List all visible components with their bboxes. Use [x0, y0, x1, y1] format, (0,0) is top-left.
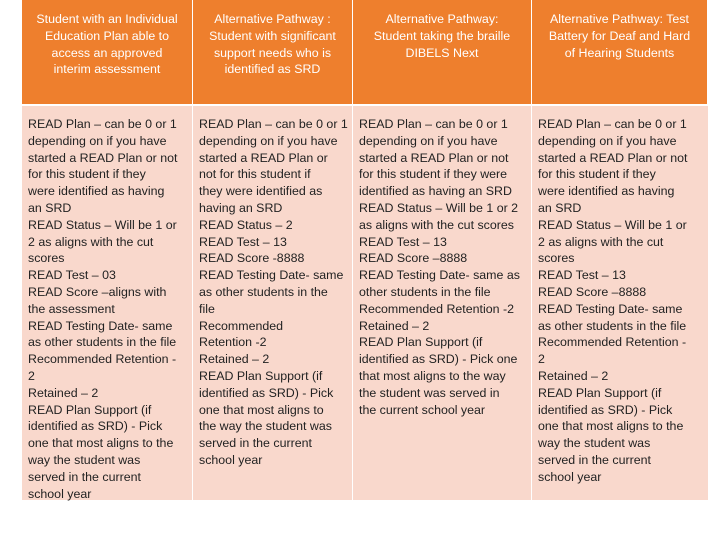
- body-line: READ Test – 13: [538, 268, 626, 283]
- header-line: Education Plan able to: [45, 28, 169, 43]
- body-line: for this student if they were: [359, 167, 508, 182]
- header-line: access an approved: [51, 45, 163, 60]
- body-line: the student was served in: [359, 385, 500, 400]
- body-line: scores: [538, 251, 575, 266]
- body-line: depending on if you have: [538, 133, 677, 148]
- body-line: school year: [28, 486, 92, 501]
- body-line: school year: [199, 452, 263, 467]
- body-line: READ Score –8888: [538, 284, 647, 299]
- header-line: Battery for Deaf and Hard: [548, 28, 691, 43]
- header-line: interim assessment: [53, 62, 161, 77]
- body-line: they were identified as: [199, 184, 323, 199]
- header-line: of Hearing Students: [564, 45, 675, 60]
- body-line: not for this student if: [199, 167, 311, 182]
- body-line: READ Testing Date- same: [538, 301, 683, 316]
- body-line: READ Plan – can be 0 or 1: [199, 117, 348, 131]
- header-cell-braille: [353, 0, 532, 104]
- body-cell-srd: [193, 104, 353, 500]
- body-line: depending on if you have: [199, 133, 338, 148]
- body-line: Recommended: [199, 318, 284, 333]
- body-line: Recommended Retention -: [538, 335, 687, 350]
- body-line: identified as having an SRD: [359, 184, 512, 199]
- body-line: READ Plan Support (if: [538, 385, 662, 400]
- body-line: as other students in the: [199, 284, 328, 299]
- body-line: READ Plan – can be 0 or 1: [359, 117, 508, 131]
- body-line: READ Score –aligns with: [28, 284, 167, 299]
- body-line: Retained – 2: [359, 318, 430, 333]
- body-line: identified as SRD) - Pick: [28, 419, 163, 434]
- body-line: Retained – 2: [538, 368, 609, 383]
- body-line: were identified as having: [28, 184, 165, 199]
- body-line: 2: [28, 368, 35, 383]
- body-line: Recommended Retention -2: [359, 301, 514, 316]
- body-line: READ Plan Support (if: [199, 368, 323, 383]
- body-line: one that most aligns to: [199, 402, 324, 417]
- body-line: identified as SRD) - Pick one: [359, 352, 518, 367]
- body-line: an SRD: [28, 200, 72, 215]
- body-line: depending on if you have: [359, 133, 498, 148]
- body-line: identified as SRD) - Pick: [538, 402, 673, 417]
- header-line: Student with significant: [209, 28, 336, 43]
- body-line: having an SRD: [199, 200, 283, 215]
- header-line: Alternative Pathway:: [385, 12, 499, 26]
- body-cell-iep: [22, 104, 193, 500]
- body-line: 2: [538, 352, 545, 367]
- body-line: served in the current: [199, 436, 312, 451]
- body-line: way the student was: [538, 436, 651, 451]
- header-line: Student with an Individual: [36, 12, 178, 26]
- body-line: other students in the file: [359, 284, 491, 299]
- body-line: as aligns with the cut scores: [359, 217, 514, 232]
- header-line: Alternative Pathway :: [214, 12, 331, 26]
- body-line: started a READ Plan or not: [28, 150, 178, 165]
- body-line: as other students in the file: [538, 318, 687, 333]
- body-line: READ Testing Date- same as: [359, 268, 520, 283]
- header-cell-deaf-hoh: [532, 0, 708, 104]
- body-line: started a READ Plan or: [199, 150, 328, 165]
- body-line: served in the current: [28, 469, 141, 484]
- body-line: READ Test – 03: [28, 268, 116, 283]
- body-line: the current school year: [359, 402, 486, 417]
- body-line: identified as SRD) - Pick: [199, 385, 334, 400]
- header-cell-iep: [22, 0, 193, 104]
- body-line: READ Plan Support (if: [28, 402, 152, 417]
- body-line: that most aligns to the way: [359, 368, 506, 383]
- body-line: READ Status – 2: [199, 217, 293, 232]
- body-line: scores: [28, 251, 65, 266]
- body-line: READ Plan – can be 0 or 1: [538, 117, 687, 131]
- body-line: READ Score -8888: [199, 251, 305, 266]
- body-line: READ Status – Will be 1 or: [28, 217, 177, 232]
- body-line: for this student if they: [28, 167, 146, 182]
- header-cell-srd: [193, 0, 353, 104]
- body-line: READ Test – 13: [199, 234, 287, 249]
- body-line: served in the current: [538, 452, 651, 467]
- body-line: the assessment: [28, 301, 115, 316]
- body-line: Retention -2: [199, 335, 267, 350]
- body-line: READ Score –8888: [359, 251, 468, 266]
- body-line: the way the student was: [199, 419, 332, 434]
- header-line: identified as SRD: [224, 62, 321, 77]
- body-line: Recommended Retention -: [28, 352, 177, 367]
- body-line: READ Testing Date- same: [28, 318, 173, 333]
- body-line: an SRD: [538, 200, 582, 215]
- body-line: one that most aligns to the: [28, 436, 174, 451]
- body-line: READ Test – 13: [359, 234, 447, 249]
- header-line: DIBELS Next: [405, 45, 479, 60]
- body-line: READ Plan – can be 0 or 1: [28, 117, 177, 131]
- body-line: READ Status – Will be 1 or: [538, 217, 687, 232]
- header-line: support needs who is: [213, 45, 332, 60]
- body-line: as other students in the file: [28, 335, 177, 350]
- body-line: depending on if you have: [28, 133, 167, 148]
- body-line: school year: [538, 469, 602, 484]
- body-line: 2 as aligns with the cut: [28, 234, 154, 249]
- body-line: for this student if they: [538, 167, 656, 182]
- header-line: Student taking the braille: [373, 28, 511, 43]
- body-line: started a READ Plan or not: [359, 150, 509, 165]
- header-line: Alternative Pathway: Test: [550, 12, 689, 26]
- body-line: Retained – 2: [28, 385, 99, 400]
- body-line: file: [199, 301, 215, 316]
- body-line: READ Testing Date- same: [199, 268, 344, 283]
- body-cell-deaf-hoh: [532, 104, 708, 500]
- pathway-table: [22, 0, 708, 500]
- body-line: READ Plan Support (if: [359, 335, 483, 350]
- body-line: Retained – 2: [199, 352, 270, 367]
- body-line: started a READ Plan or not: [538, 150, 688, 165]
- body-line: way the student was: [28, 452, 141, 467]
- body-line: READ Status – Will be 1 or 2: [359, 200, 519, 215]
- body-line: 2 as aligns with the cut: [538, 234, 664, 249]
- body-cell-braille: [353, 104, 532, 500]
- body-line: were identified as having: [538, 184, 675, 199]
- body-line: one that most aligns to the: [538, 419, 684, 434]
